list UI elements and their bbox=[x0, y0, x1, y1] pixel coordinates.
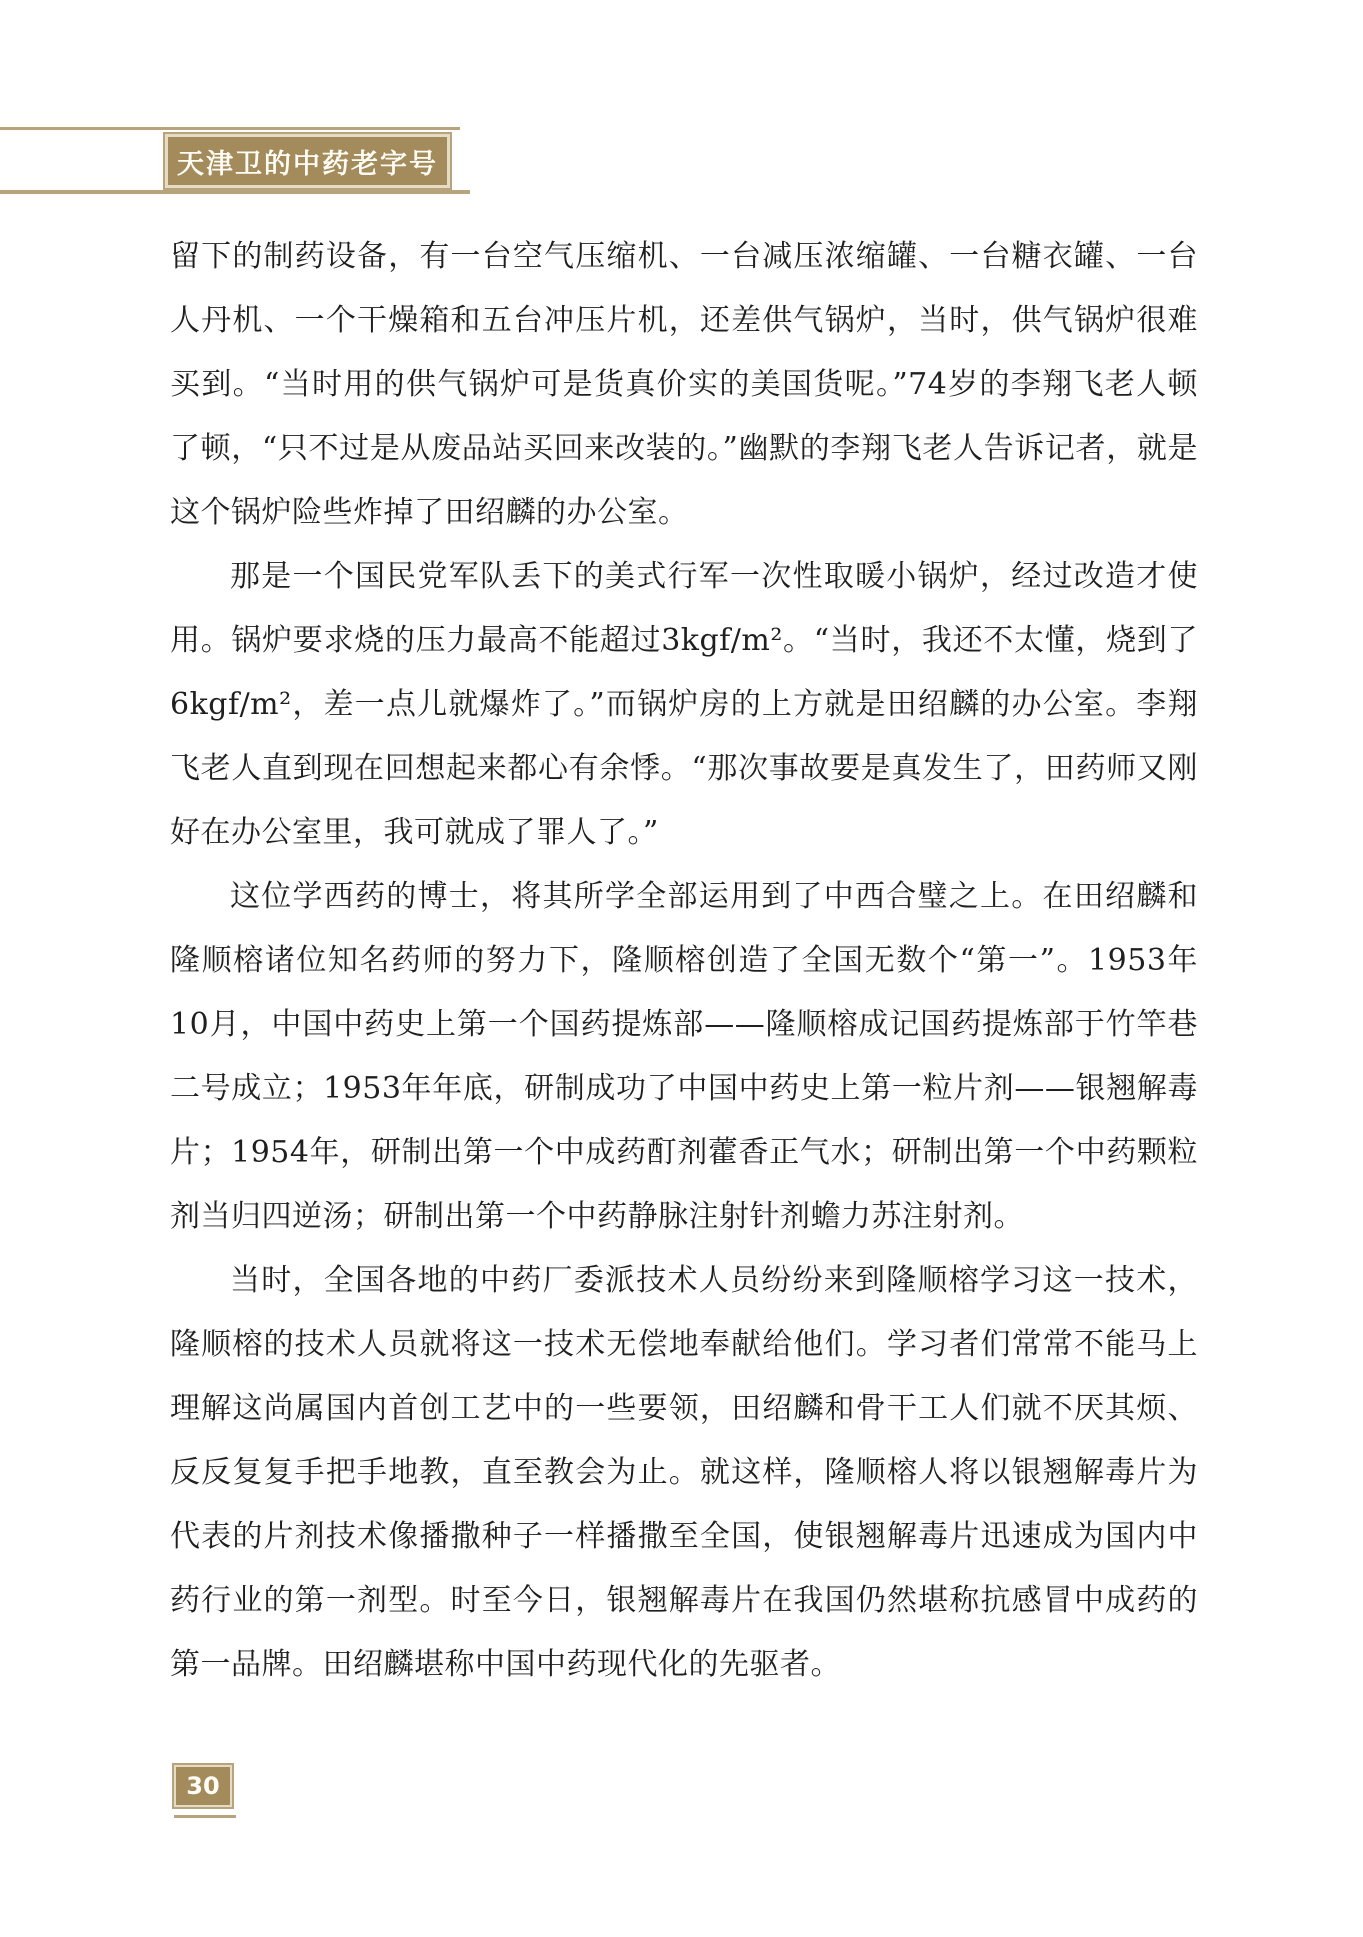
running-header bbox=[165, 134, 450, 188]
body-text bbox=[170, 225, 1198, 1697]
page-number-badge bbox=[174, 1765, 232, 1807]
page-number-rule bbox=[174, 1815, 236, 1818]
paragraph-4: 当时，全国各地的中药厂委派技术人员纷纷来到隆顺榕学习这一技术，隆顺榕的技术人员就将这一技术无偿地奉献给他们。学习者们常常不能马上理解这尚属国内首创工艺中的一些要领，田绍麟和骨干工人们就不厌其烦、反反复复手把手地教，直至教会为止。就这样，隆顺榕人将以银翘解毒片为代表的片剂技术像播撒种子一样播撒至全国，使银翘解毒片迅速成为国内中药行业的第一剂型。时至今日，银翘解毒片在我国仍然堪称抗感冒中成药的第一品牌。田绍麟堪称中国中药现代化的先驱者。 bbox=[170, 1263, 1198, 1682]
page-number: 30 bbox=[186, 1772, 220, 1800]
paragraph-3: 这位学西药的博士，将其所学全部运用到了中西合璧之上。在田绍麟和隆顺榕诸位知名药师的努力下，隆顺榕创造了全国无数个“第一”。1953年10月，中国中药史上第一个国药提炼部——隆顺榕成记国药提炼部于竹竿巷二号成立；1953年年底，研制成功了中国中药史上第一粒片剂——银翘解毒片；1954年，研制出第一个中成药酊剂藿香正气水；研制出第一个中药颗粒剂当归四逆汤；研制出第一个中药静脉注射针剂蟾力苏注射剂。 bbox=[170, 879, 1198, 1234]
header-rule-top bbox=[0, 127, 460, 130]
running-title: 天津卫的中药老字号 bbox=[177, 148, 438, 180]
header-rule-bottom bbox=[0, 190, 470, 194]
paragraph-2: 那是一个国民党军队丢下的美式行军一次性取暖小锅炉，经过改造才使用。锅炉要求烧的压力最高不能超过3kgf/m²。“当时，我还不太懂，烧到了6kgf/m²，差一点儿就爆炸了。”而锅炉房的上方就是田绍麟的办公室。李翔飞老人直到现在回想起来都心有余悸。“那次事故要是真发生了，田药师又刚好在办公室里，我可就成了罪人了。” bbox=[170, 559, 1198, 850]
paragraph-1: 留下的制药设备，有一台空气压缩机、一台减压浓缩罐、一台糖衣罐、一台人丹机、一个干燥箱和五台冲压片机，还差供气锅炉，当时，供气锅炉很难买到。“当时用的供气锅炉可是货真价实的美国货呢。”74岁的李翔飞老人顿了顿，“只不过是从废品站买回来改装的。”幽默的李翔飞老人告诉记者，就是这个锅炉险些炸掉了田绍麟的办公室。 bbox=[170, 239, 1198, 530]
